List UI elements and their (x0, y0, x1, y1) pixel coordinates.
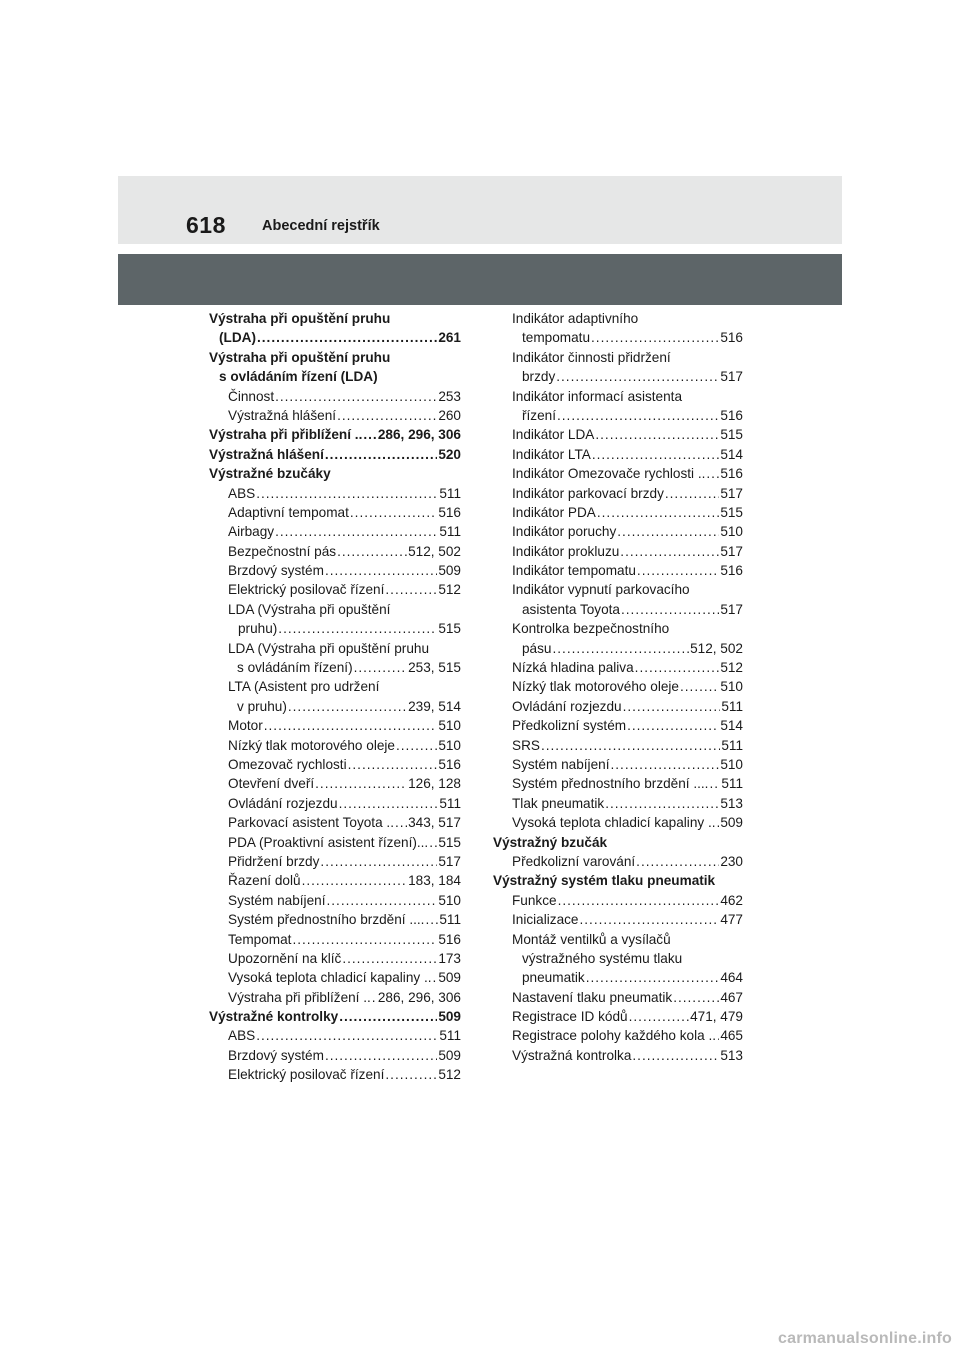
index-entry-page: 513 (720, 1047, 743, 1063)
leader-dots (278, 619, 437, 638)
index-entry (209, 484, 461, 503)
index-entry-page: 516 (720, 466, 743, 482)
index-entry-term: Systém nabíjení (228, 892, 326, 908)
leader-dots (372, 988, 377, 1007)
index-entry-page: 516 (720, 330, 743, 346)
leader-dots (637, 561, 719, 580)
index-entry (209, 387, 461, 406)
index-entry (493, 1046, 743, 1065)
index-entry (493, 639, 743, 658)
index-entry (493, 794, 743, 813)
index-entry-page: 511 (439, 795, 461, 811)
leader-dots (292, 930, 437, 949)
leader-dots (425, 910, 438, 929)
index-entry (209, 1065, 461, 1084)
index-entry (209, 406, 461, 425)
index-entry-term: Výstražná hlášení (228, 407, 337, 423)
index-entry-term: Inicializace (512, 912, 579, 928)
index-entry-page: 516 (720, 407, 743, 423)
index-entry-term: Indikátor tempomatu (512, 563, 636, 579)
index-entry (493, 871, 743, 890)
index-entry (209, 619, 461, 638)
index-entry (493, 503, 743, 522)
leader-dots (620, 542, 719, 561)
leader-dots (673, 988, 719, 1007)
index-entry (493, 309, 743, 328)
index-entry (209, 1046, 461, 1065)
leader-dots (592, 445, 719, 464)
index-entry-term: Řazení dolů (228, 873, 301, 889)
index-entry (209, 852, 461, 871)
leader-dots (348, 755, 438, 774)
index-entry-page: 510 (438, 892, 461, 908)
index-entry (493, 367, 743, 386)
index-entry-page: 514 (720, 718, 743, 734)
leader-dots (621, 600, 719, 619)
index-entry (493, 891, 743, 910)
index-entry-page: 462 (720, 892, 743, 908)
index-entry-term: Upozornění na klíč (228, 950, 342, 966)
index-entry-term: ABS (228, 485, 256, 501)
index-entry-term: Indikátor adaptivního (512, 311, 639, 326)
leader-dots (617, 522, 719, 541)
index-entry-page: 517 (720, 485, 743, 501)
index-entry-page: 464 (720, 970, 743, 986)
index-entry (209, 968, 461, 987)
index-entry-page: 511 (721, 737, 743, 753)
index-entry (209, 891, 461, 910)
index-entry-page: 465 (720, 1028, 743, 1044)
leader-dots (556, 367, 719, 386)
index-entry (493, 328, 743, 347)
index-entry (493, 619, 743, 638)
index-entry (209, 658, 461, 677)
index-entry-page: 173 (438, 950, 461, 966)
index-entry-term: Výstraha při přiblížení .. (228, 989, 371, 1005)
index-entry (209, 445, 461, 464)
index-entry-term: řízení (522, 407, 556, 423)
index-entry-term: Výstraha při přiblížení .. (209, 427, 363, 443)
index-entry-term: Indikátor LTA (512, 446, 591, 462)
leader-dots (680, 677, 719, 696)
index-column-right (493, 309, 743, 1065)
leader-dots (636, 852, 719, 871)
index-entry-page: 514 (720, 446, 743, 462)
index-entry (493, 930, 743, 949)
index-entry-page: 512 (438, 1067, 461, 1083)
index-entry-page: 471, 479 (690, 1009, 743, 1025)
index-entry-page: 510 (720, 679, 743, 695)
index-entry-page: 516 (438, 504, 461, 520)
index-entry-term: Ovládání rozjezdu (512, 698, 622, 714)
index-entry-term: pneumatik (522, 970, 585, 986)
index-entry (493, 677, 743, 696)
index-entry-page: 511 (721, 776, 743, 792)
index-entry (493, 988, 743, 1007)
leader-dots (257, 328, 437, 347)
index-entry (209, 328, 461, 347)
index-entry (493, 910, 743, 929)
index-entry-page: 512, 502 (408, 543, 461, 559)
leader-dots (706, 464, 719, 483)
leader-dots (337, 406, 437, 425)
index-entry-term: Indikátor Omezovače rychlosti .. (512, 466, 706, 482)
index-entry (493, 464, 743, 483)
leader-dots (610, 755, 719, 774)
index-entry (209, 309, 461, 328)
index-entry-term: Vysoká teplota chladicí kapaliny .. (512, 815, 716, 831)
index-entry-term: Otevření dveří (228, 776, 315, 792)
index-entry-term: Výstražný systém tlaku pneumatik (493, 873, 716, 889)
index-column-left (209, 309, 461, 1085)
index-entry-term: Systém přednostního brzdění .... (512, 776, 709, 792)
index-entry-term: Indikátor parkovací brzdy (512, 485, 664, 501)
index-entry-term: Omezovač rychlosti (228, 756, 347, 772)
index-entry-term: Nízká hladina paliva (512, 660, 634, 676)
header-band (118, 176, 842, 244)
index-entry-term: LDA (Výstraha při opuštění pruhu (228, 640, 429, 656)
index-entry-page: 517 (438, 853, 461, 869)
index-entry-page: 516 (438, 756, 461, 772)
index-entry-page: 253 (438, 388, 461, 404)
leader-dots (288, 697, 407, 716)
index-entry-page: 509 (438, 1047, 461, 1063)
index-entry (493, 697, 743, 716)
leader-dots (337, 542, 407, 561)
leader-dots (350, 503, 437, 522)
index-entry (209, 1007, 461, 1026)
index-entry-term: Airbagy (228, 524, 275, 540)
index-entry (493, 736, 743, 755)
index-entry (493, 1007, 743, 1026)
index-entry-page: 517 (720, 601, 743, 617)
leader-dots (325, 561, 437, 580)
index-entry (493, 658, 743, 677)
index-entry (493, 813, 743, 832)
index-entry-term: SRS (512, 737, 540, 753)
index-entry (209, 910, 461, 929)
index-entry-term: Přidržení brzdy (228, 853, 320, 869)
index-entry-term: Indikátor prokluzu (512, 543, 620, 559)
index-entry-page: 509 (720, 815, 743, 831)
index-entry-term: Kontrolka bezpečnostního (512, 621, 670, 637)
index-entry-term: Tempomat (228, 931, 292, 947)
index-entry (493, 522, 743, 541)
index-entry-term: Brzdový systém (228, 563, 324, 579)
leader-dots (717, 813, 720, 832)
index-entry (209, 988, 461, 1007)
index-entry-term: Funkce (512, 892, 557, 908)
index-entry (209, 871, 461, 890)
index-entry-page: 515 (720, 427, 743, 443)
index-entry-page: 517 (720, 369, 743, 385)
index-entry (209, 503, 461, 522)
index-entry-term: Tlak pneumatik (512, 795, 605, 811)
index-entry-term: Systém přednostního brzdění .... (228, 912, 425, 928)
index-entry (209, 736, 461, 755)
index-entry (493, 949, 743, 968)
index-entry (493, 1026, 743, 1045)
leader-dots (433, 968, 438, 987)
index-entry (209, 774, 461, 793)
leader-dots (395, 813, 407, 832)
leader-dots (342, 949, 437, 968)
leader-dots (595, 425, 719, 444)
leader-dots (552, 639, 689, 658)
leader-dots (541, 736, 720, 755)
watermark: carmanualsonline.info (778, 1330, 953, 1347)
index-entry-page: 512, 502 (690, 640, 743, 656)
index-entry (209, 367, 461, 386)
index-entry-term: Parkovací asistent Toyota .. (228, 815, 394, 831)
leader-dots (632, 1046, 719, 1065)
index-entry-term: Činnost (228, 388, 275, 404)
index-entry (493, 348, 743, 367)
leader-dots (339, 1007, 437, 1026)
index-entry-page: 516 (438, 931, 461, 947)
index-entry (209, 600, 461, 619)
index-entry-term: v pruhu) (237, 698, 287, 714)
leader-dots (580, 910, 720, 929)
index-entry-term: LDA (Výstraha při opuštění (228, 601, 391, 617)
index-entry (209, 949, 461, 968)
index-entry-term: Předkolizní varování (512, 853, 636, 869)
index-entry-page: 513 (720, 795, 743, 811)
index-entry-page: 516 (720, 563, 743, 579)
leader-dots (627, 716, 719, 735)
index-entry (209, 1026, 461, 1045)
index-entry-page: 512 (720, 660, 743, 676)
index-entry-term: Registrace polohy každého kola .. (512, 1028, 717, 1044)
index-entry-page: 510 (720, 524, 743, 540)
index-entry-page: 343, 517 (408, 815, 461, 831)
leader-dots (256, 484, 438, 503)
leader-dots (325, 445, 437, 464)
leader-dots (385, 1065, 437, 1084)
leader-dots (605, 794, 719, 813)
index-entry-term: Elektrický posilovač řízení (228, 582, 385, 598)
page-title: Abecední rejstřík (262, 218, 380, 234)
index-entry (493, 542, 743, 561)
index-entry-page: 510 (438, 737, 461, 753)
index-entry-page: 477 (720, 912, 743, 928)
leader-dots (264, 716, 438, 735)
index-entry-page: 515 (438, 834, 461, 850)
index-entry-term: Výstraha při opuštění pruhu (209, 349, 391, 365)
index-entry (493, 425, 743, 444)
index-entry-term: Výstražná kontrolka (512, 1047, 632, 1063)
index-entry-term: Ovládání rozjezdu (228, 795, 338, 811)
leader-dots (629, 1007, 689, 1026)
index-entry-page: 253, 515 (408, 660, 461, 676)
index-entry-page: 286, 296, 306 (377, 427, 461, 443)
index-entry-term: Výstražná hlášení (209, 446, 324, 462)
index-entry-page: 510 (720, 756, 743, 772)
index-entry-term: Systém nabíjení (512, 756, 610, 772)
index-entry-term: Výstražný bzučák (493, 834, 608, 850)
index-entry (493, 774, 743, 793)
index-entry-term: Brzdový systém (228, 1047, 324, 1063)
leader-dots (396, 736, 437, 755)
index-entry-term: Adaptivní tempomat (228, 504, 349, 520)
index-entry-page: 509 (438, 563, 461, 579)
leader-dots (591, 328, 719, 347)
index-entry-page: 467 (720, 989, 743, 1005)
index-entry-term: pásu (522, 640, 552, 656)
leader-dots (597, 503, 719, 522)
leader-dots (558, 891, 720, 910)
leader-dots (586, 968, 720, 987)
index-entry-term: Výstraha při opuštění pruhu (209, 311, 391, 326)
index-entry (209, 348, 461, 367)
index-entry-term: ABS (228, 1028, 256, 1044)
index-entry-term: Elektrický posilovač řízení (228, 1067, 385, 1083)
index-entry-term: Nastavení tlaku pneumatik (512, 989, 673, 1005)
index-entry-page: 515 (720, 504, 743, 520)
index-entry-term: Předkolizní systém (512, 718, 627, 734)
index-entry-term: (LDA) (219, 330, 256, 346)
leader-dots (325, 1046, 437, 1065)
index-entry-term: Indikátor vypnutí parkovacího (512, 582, 690, 598)
index-entry (493, 445, 743, 464)
index-entry (209, 522, 461, 541)
index-entry (493, 484, 743, 503)
index-entry (493, 968, 743, 987)
index-entry (209, 716, 461, 735)
index-entry-page: 511 (439, 1028, 461, 1044)
index-entry-page: 515 (438, 621, 461, 637)
index-entry (209, 813, 461, 832)
index-entry-term: Registrace ID kódů (512, 1009, 628, 1025)
index-entry-term: Výstražné bzučáky (209, 466, 331, 482)
leader-dots (339, 794, 439, 813)
index-entry (209, 930, 461, 949)
index-entry-term: s ovládáním řízení (LDA) (219, 369, 378, 385)
index-entry-term: Indikátor informací asistenta (512, 388, 683, 404)
index-entry-term: Motor (228, 718, 263, 734)
index-entry-term: s ovládáním řízení) (237, 660, 353, 676)
leader-dots (429, 833, 437, 852)
index-entry-page: 510 (438, 718, 461, 734)
page-number: 618 (186, 212, 226, 238)
index-entry-term: Bezpečnostní pás (228, 543, 337, 559)
index-entry-page: 183, 184 (408, 873, 461, 889)
leader-dots (315, 774, 407, 793)
index-entry (209, 542, 461, 561)
index-entry-page: 511 (439, 524, 461, 540)
leader-dots (363, 425, 376, 444)
leader-dots (709, 774, 720, 793)
leader-dots (302, 871, 408, 890)
index-entry (493, 580, 743, 599)
index-entry (493, 387, 743, 406)
leader-dots (275, 387, 437, 406)
leader-dots (717, 1026, 719, 1045)
leader-dots (256, 1026, 438, 1045)
index-entry (493, 561, 743, 580)
index-entry-page: 509 (438, 970, 461, 986)
index-entry-term: Montáž ventilků a vysílačů (512, 931, 671, 947)
index-entry-term: PDA (Proaktivní asistent řízení)... (228, 834, 429, 850)
index-entry-term: Vysoká teplota chladicí kapaliny .. (228, 970, 432, 986)
index-entry (209, 639, 461, 658)
index-entry-term: pruhu) (238, 621, 278, 637)
index-entry-term: Nízký tlak motorového oleje (512, 679, 679, 695)
index-entry (493, 833, 743, 852)
leader-dots (623, 697, 721, 716)
index-entry-term: Indikátor PDA (512, 504, 596, 520)
leader-dots (326, 891, 437, 910)
index-entry-term: brzdy (522, 369, 556, 385)
index-entry-page: 509 (438, 1009, 461, 1025)
index-entry (209, 425, 461, 444)
leader-dots (275, 522, 438, 541)
index-entry-page: 286, 296, 306 (377, 989, 461, 1005)
index-entry (209, 580, 461, 599)
index-entry (209, 464, 461, 483)
index-entry (209, 755, 461, 774)
index-entry (209, 677, 461, 696)
index-entry (209, 561, 461, 580)
leader-dots (354, 658, 407, 677)
index-entry-term: LTA (Asistent pro udržení (228, 679, 380, 695)
leader-dots (385, 580, 437, 599)
index-entry-page: 520 (438, 446, 461, 462)
leader-dots (320, 852, 437, 871)
index-entry-page: 511 (439, 912, 461, 928)
index-entry-term: Indikátor činnosti přidržení (512, 349, 671, 365)
index-entry-page: 512 (438, 582, 461, 598)
index-entry-term: Indikátor poruchy (512, 524, 617, 540)
index-entry (209, 794, 461, 813)
index-entry-term: asistenta Toyota (522, 601, 620, 617)
index-entry-page: 126, 128 (408, 776, 461, 792)
index-entry-term: Nízký tlak motorového oleje (228, 737, 395, 753)
index-entry-page: 511 (721, 698, 743, 714)
index-entry-page: 511 (439, 485, 461, 501)
section-banner (118, 254, 842, 305)
index-entry (209, 833, 461, 852)
index-entry-term: Indikátor LDA (512, 427, 595, 443)
index-entry (493, 716, 743, 735)
index-entry-page: 517 (720, 543, 743, 559)
index-entry-page: 239, 514 (408, 698, 461, 714)
index-entry-term: výstražného systému tlaku (522, 950, 683, 966)
index-entry (493, 755, 743, 774)
leader-dots (557, 406, 719, 425)
index-entry-page: 230 (720, 853, 743, 869)
index-entry-page: 261 (438, 330, 461, 346)
index-entry-page: 260 (438, 407, 461, 423)
index-entry-term: tempomatu (522, 330, 591, 346)
index-entry (493, 406, 743, 425)
index-entry (493, 600, 743, 619)
index-entry-term: Výstražné kontrolky (209, 1009, 339, 1025)
index-entry (209, 697, 461, 716)
index-entry (493, 852, 743, 871)
leader-dots (635, 658, 720, 677)
leader-dots (665, 484, 719, 503)
